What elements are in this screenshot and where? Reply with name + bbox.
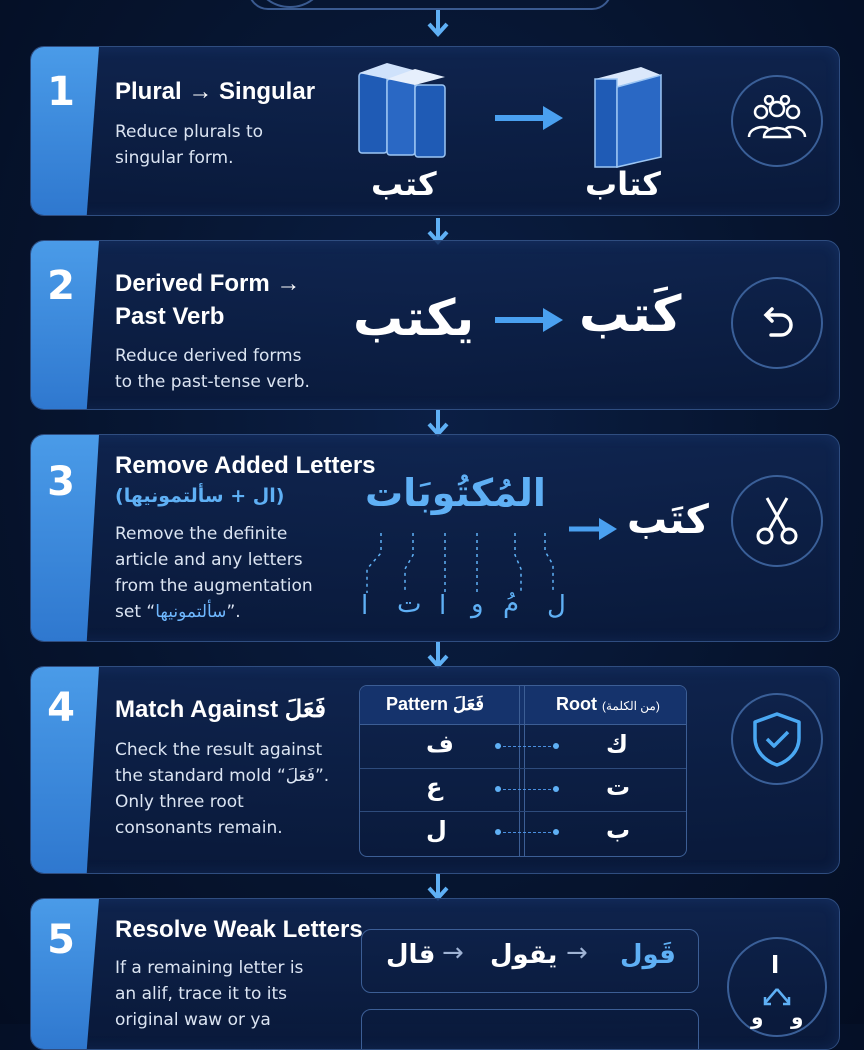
removed-letter: ا: [361, 591, 369, 621]
top-step-pill: [248, 0, 612, 10]
removed-letter: ل: [547, 591, 566, 621]
right-arrow-icon: [493, 103, 565, 137]
step-number: 4: [47, 685, 75, 731]
step-description: Remove the definite article and any letters from the augmentation set “سألتمونيها”.: [115, 524, 313, 622]
column-header-pattern: Pattern فَعَلَ: [386, 694, 484, 714]
right-arrow-icon: [567, 515, 619, 547]
chain-arrow-icon: →: [442, 938, 464, 968]
root-letter: ت: [606, 773, 631, 801]
past-verb-word: كَتب: [579, 285, 682, 343]
step-number: 5: [47, 917, 75, 963]
down-arrow-icon: [424, 10, 452, 40]
table-row: [360, 726, 686, 769]
match-connector: [498, 746, 556, 747]
step-title: Plural → Singular: [115, 78, 316, 105]
step-number: 3: [47, 459, 75, 505]
people-group-icon: [731, 75, 823, 167]
step-card-4: [30, 666, 840, 874]
step-description: Reduce derived forms to the past-tense verb.: [115, 346, 310, 392]
step-title: Resolve Weak Letters: [115, 916, 363, 943]
branch-letters-icon: ا و و: [727, 937, 827, 1037]
single-book-icon: [591, 65, 667, 173]
shield-check-icon: [731, 693, 823, 785]
step-card-5: [30, 898, 840, 1050]
removed-letter: ا: [439, 591, 447, 621]
removed-letter: و: [471, 589, 484, 619]
weak-letter-chain-2: [361, 1009, 699, 1050]
top-pill-circle: [258, 0, 322, 8]
removed-letter: مُ: [503, 589, 520, 619]
step-title: Match Against فَعَلَ: [115, 696, 327, 723]
plural-word: كتب: [371, 165, 437, 203]
step-description: Check the result against the standard mold “فَعَلَ”. Only three root consonants remain.: [115, 740, 330, 838]
derived-word: يكتب: [353, 289, 475, 347]
letter-trace-lines: [361, 531, 561, 615]
root-letter: ب: [606, 816, 631, 844]
step-subtitle: (ال + سألتمونيها): [115, 485, 285, 507]
pattern-root-table: [359, 685, 687, 857]
chain-word-present: يقول: [490, 940, 558, 970]
pattern-letter: ف: [426, 730, 454, 758]
step-card-1: [30, 46, 840, 216]
augmented-word: المُكتُوبَات: [365, 471, 546, 515]
match-connector: [498, 789, 556, 790]
result-word: كتَب: [627, 497, 709, 543]
step-description: If a remaining letter is an alif, trace it to its original waw or ya: [115, 958, 304, 1030]
step-title: Remove Added Letters: [115, 452, 376, 479]
step-card-3: [30, 434, 840, 642]
step-title: Derived Form → Past Verb: [115, 270, 301, 330]
step-number: 2: [47, 263, 75, 309]
weak-letter-chain: [361, 929, 699, 993]
root-letter: ك: [606, 730, 628, 758]
chain-word-root: قَول: [620, 940, 676, 970]
removed-letter: ت: [397, 589, 422, 619]
match-connector: [498, 832, 556, 833]
step-description: Reduce plurals to singular form.: [115, 122, 264, 168]
singular-word: كتاب: [585, 165, 661, 203]
step-number: 1: [47, 69, 75, 115]
column-header-root: Root (من الكلمة): [556, 694, 660, 714]
step-card-2: [30, 240, 840, 410]
pattern-letter: ع: [426, 773, 443, 801]
books-stack-icon: [357, 59, 477, 163]
scissors-icon: [731, 475, 823, 567]
table-row: [360, 769, 686, 812]
pattern-letter: ل: [426, 816, 447, 844]
chain-word-past: قال: [386, 940, 436, 970]
undo-arrow-icon: [731, 277, 823, 369]
right-arrow-icon: [493, 305, 565, 339]
chain-arrow-icon: →: [566, 938, 588, 968]
table-row: [360, 812, 686, 854]
